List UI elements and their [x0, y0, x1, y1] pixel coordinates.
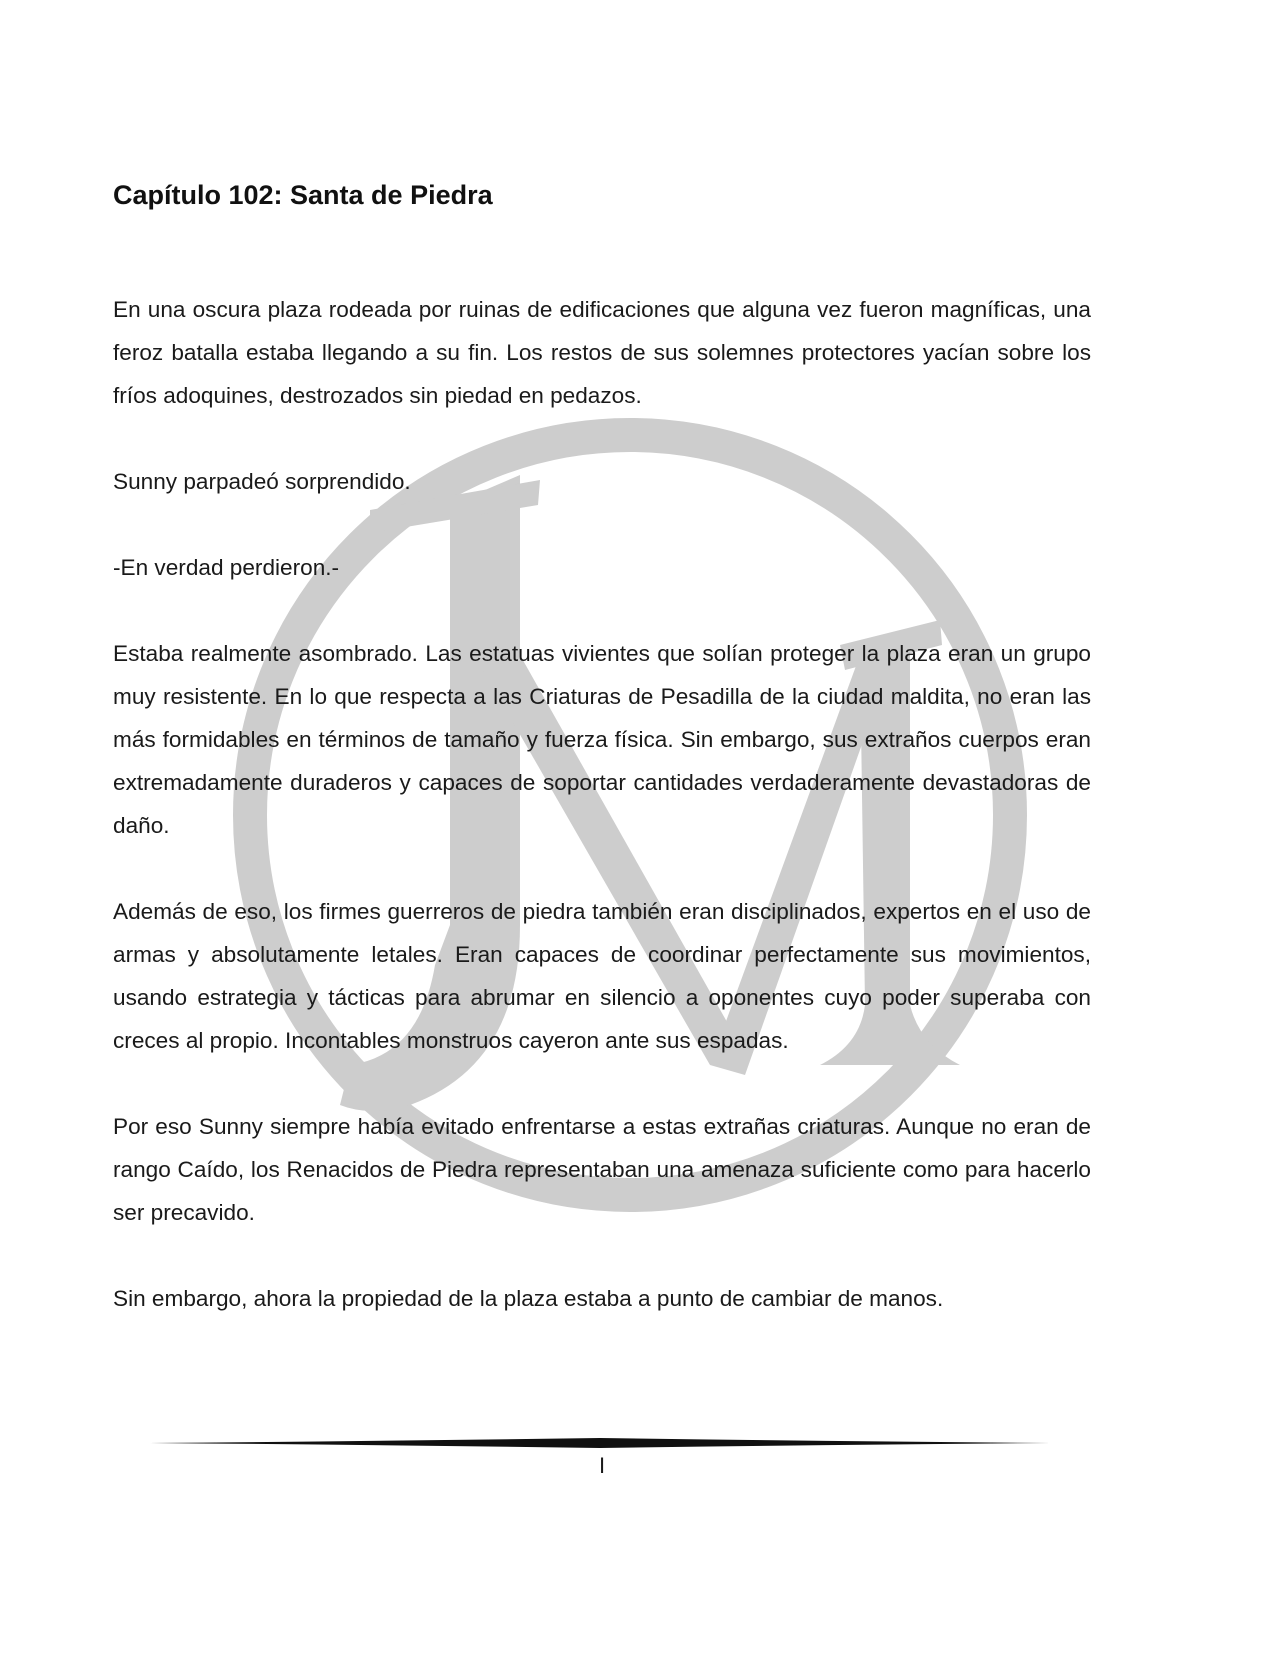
paragraph-4: Estaba realmente asombrado. Las estatuas vivientes que solían proteger la plaza eran un grupo muy resistente. En lo que respecta a las Criaturas de Pesadilla de la ciudad maldita, no eran las más formidables en términos de tamaño y fuerza física. Sin embargo, sus extraños cuerpos eran extremadamente duraderos y capaces de soportar cantidades verdaderamente devastadoras de daño. — [113, 641, 1091, 838]
paragraph-7: Sin embargo, ahora la propiedad de la plaza estaba a punto de cambiar de manos. — [113, 1286, 944, 1311]
page-number: I — [598, 1453, 606, 1478]
paragraph-1: En una oscura plaza rodeada por ruinas de edificaciones que alguna vez fueron magníficas, una feroz batalla estaba llegando a su fin. Los restos de sus solemnes protectores yacían sobre los fríos adoquines, destrozados sin piedad en pedazos. — [113, 297, 1091, 408]
footer-divider — [150, 1437, 1050, 1449]
paragraph-6: Por eso Sunny siempre había evitado enfrentarse a estas extrañas criaturas. Aunque no eran de rango Caído, los Renacidos de Piedra representaban una amenaza suficiente como para hacerlo ser precavido. — [113, 1114, 1091, 1225]
chapter-title: Capítulo 102: Santa de Piedra — [113, 180, 493, 210]
paragraph-3: -En verdad perdieron.- — [113, 555, 340, 580]
paragraph-2: Sunny parpadeó sorprendido. — [113, 469, 411, 494]
document-page — [113, 178, 1091, 1320]
paragraph-5: Además de eso, los firmes guerreros de piedra también eran disciplinados, expertos en el uso de armas y absolutamente letales. Eran capaces de coordinar perfectamente sus movimientos, usando estrategia y tácticas para abrumar en silencio a oponentes cuyo poder superaba con creces al propio. Incontables monstruos cayeron ante sus espadas. — [113, 899, 1091, 1053]
